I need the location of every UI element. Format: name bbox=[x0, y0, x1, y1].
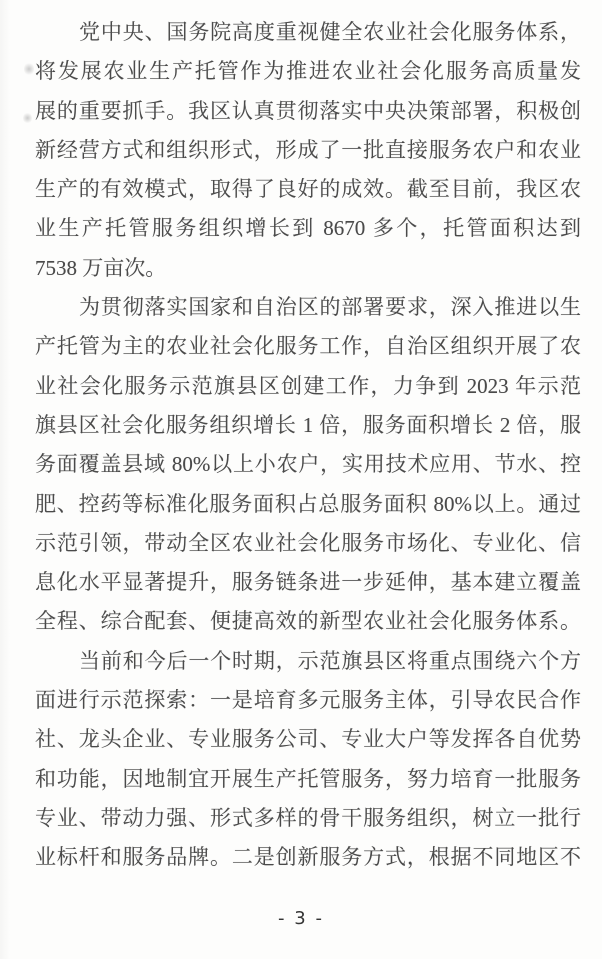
text-line: 7538 万亩次。 bbox=[35, 255, 167, 280]
text-line: 务面覆盖县域 80%以上小农户，实用技术应用、节水、控 bbox=[35, 452, 581, 477]
text-line: 将发展农业生产托管作为推进农业社会化服务高质量发 bbox=[35, 59, 581, 84]
scan-edge-shadow bbox=[0, 0, 10, 959]
text-line: 当前和今后一个时期，示范旗县区将重点围绕六个方 bbox=[79, 648, 581, 673]
text-line: 社、龙头企业、专业服务公司、专业大户等发挥各自优势 bbox=[35, 727, 581, 752]
body-text bbox=[35, 13, 581, 878]
text-line: 专业、带动力强、形式多样的骨干服务组织，树立一批行 bbox=[35, 805, 581, 830]
text-line: 党中央、国务院高度重视健全农业社会化服务体系， bbox=[79, 20, 581, 44]
page-number: - 3 - bbox=[278, 908, 324, 929]
page-footer bbox=[0, 908, 602, 929]
text-line: 业生产托管服务组织增长到 8670 多个，托管面积达到 bbox=[35, 216, 581, 241]
text-line: 面进行示范探索：一是培育多元服务主体，引导农民合作 bbox=[35, 688, 581, 713]
scan-speck bbox=[24, 62, 34, 76]
text-line: 息化水平显著提升，服务链条进一步延伸，基本建立覆盖 bbox=[35, 570, 581, 595]
text-line: 产托管为主的农业社会化服务工作，自治区组织开展了农 bbox=[35, 334, 581, 359]
scan-speck bbox=[23, 112, 32, 124]
text-line: 为贯彻落实国家和自治区的部署要求，深入推进以生 bbox=[79, 295, 581, 320]
text-line: 业社会化服务示范旗县区创建工作，力争到 2023 年示范 bbox=[35, 373, 581, 398]
text-line: 展的重要抓手。我区认真贯彻落实中央决策部署，积极创 bbox=[35, 98, 581, 123]
text-line: 肥、控药等标准化服务面积占总服务面积 80%以上。通过 bbox=[35, 491, 581, 516]
text-line: 业标杆和服务品牌。二是创新服务方式，根据不同地区不 bbox=[35, 845, 581, 870]
text-line: 新经营方式和组织形式，形成了一批直接服务农户和农业 bbox=[35, 137, 581, 162]
text-line: 示范引领，带动全区农业社会化服务市场化、专业化、信 bbox=[35, 530, 581, 555]
text-line: 和功能，因地制宜开展生产托管服务，努力培育一批服务 bbox=[35, 766, 581, 791]
text-line: 生产的有效模式，取得了良好的成效。截至目前，我区农 bbox=[35, 177, 581, 202]
text-line: 旗县区社会化服务组织增长 1 倍，服务面积增长 2 倍，服 bbox=[35, 412, 581, 437]
text-line: 全程、综合配套、便捷高效的新型农业社会化服务体系。 bbox=[35, 609, 581, 634]
